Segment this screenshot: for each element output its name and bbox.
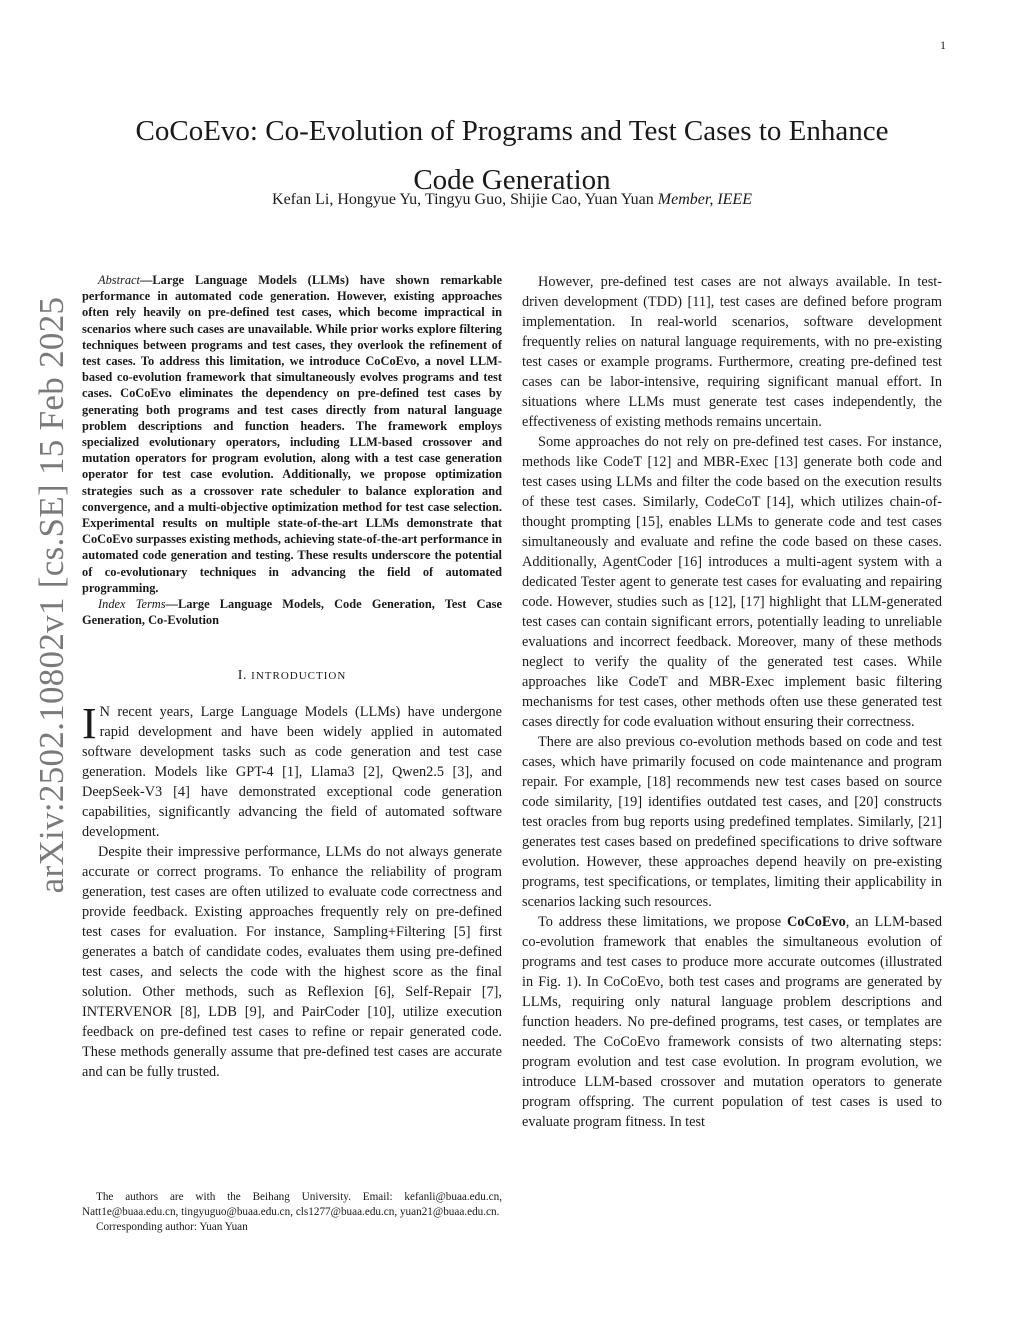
framework-name: CoCoEvo [786,914,846,930]
footnote-corresponding-author: Corresponding author: Yuan Yuan [96,1221,248,1233]
title-line-2: Code Generation [413,164,611,197]
left-column [82,272,502,1082]
intro-paragraph-2: Despite their impressive performance, LLMs do not always generate accurate or correct programs. To enhance the reliability of program generation, test cases are often utilized to evaluate code correctness and provide feedback. Existing approaches frequently rely on pre-defined test cases for evaluation. For instance, Sampling+Filtering [5] first generates a batch of candidate codes, evaluates them using pre-defined test cases, and selects the code with the highest score as the final solution. Other methods, such as Reflexion [6], Self-Repair [7], INTERVENOR [8], LDB [9], and PairCoder [10], utilize execution feedback on pre-defined test cases to refine or repair generated code. These methods generally assume that pre-defined test cases are accurate and can be fully trusted. [82,844,502,1081]
footnote [82,1190,502,1235]
right-paragraph-3: There are also previous co-evolution methods based on code and test cases, which have primarily focused on code maintenance and program repair. For example, [18] recommends new test cases based on source code similarity, [19] identifies outdated test cases, and [20] constructs test oracles from bug reports using predefined templates. Similarly, [21] generates test cases based on predefined specifications to drive software evolution. However, these approaches depend heavily on pre-existing programs, test specifications, or templates, limiting their applicability in scenarios lacking such resources. [522,734,942,910]
right-paragraph-1: However, pre-defined test cases are not always available. In test-driven development (TDD) [11], test cases are defined before program implementation. In real-world scenarios, software development frequently relies on natural language requirements, with no pre-existing test cases or example programs. Furthermore, creating pre-defined test cases can be labor-intensive, requiring significant manual effort. In situations where LLMs must generate test cases independently, the effectiveness of existing methods remains uncertain. [522,274,942,430]
author-list [100,189,924,211]
dropcap-letter: I [82,699,97,749]
section-heading-introduction [82,666,502,686]
author-membership: Member, IEEE [657,191,752,208]
section-title: INTRODUCTION [251,670,347,683]
right-paragraph-4 [522,912,942,1132]
arxiv-identifier[interactable]: arXiv:2502.10802v1 [cs.SE] 15 Feb 2025 [32,296,71,894]
right-column [522,272,942,1132]
section-number: I. [237,668,252,684]
right-paragraph-4-rest: , an LLM-based co-evolution framework that enables the simultaneous evolution of programs and test cases to produce more accurate outcomes (illustrated in Fig. 1). In CoCoEvo, both test cases and programs are generated by LLMs, requiring only natural language problem descriptions and function headers. No pre-defined programs, test cases, or templates are needed. The CoCoEvo framework consists of two alternating steps: program evolution and test case evolution. In program evolution, we introduce LLM-based crossover and mutation operators to generate program offspring. The current population of test cases is used to evaluate program fitness. In test [522,914,942,1130]
index-terms [82,596,502,628]
right-paragraph-4-start: To address these limitations, we propose [538,914,787,930]
right-paragraph-2: Some approaches do not rely on pre-defined test cases. For instance, methods like CodeT [12] and MBR-Exec [13] generate both code and test cases using LLMs and filter the code based on the execution results of these test cases. Similarly, CodeCoT [14], which utilizes chain-of-thought prompting [15], enables LLMs to generate code and test cases simultaneously and evaluate and refine the code based on these cases. Additionally, AgentCoder [16] introduces a multi-agent system with a dedicated Tester agent to generate test cases for evaluating and repairing code. However, studies such as [12], [17] highlight that LLM-generated test cases can contain significant errors, potentially leading to unreliable evaluations and incorrect feedback. Moreover, many of these methods neglect to verify the quality of the generated test cases. While approaches like CodeT and MBR-Exec implement basic filtering mechanisms for test cases, other methods often use these generated test cases directly for code evaluation without ensuring their correctness. [522,434,942,730]
page-number: 1 [940,38,946,52]
index-terms-label: Index Terms [98,597,166,612]
author-names: Kefan Li, Hongyue Yu, Tingyu Guo, Shijie Cao, Yuan Yuan [272,191,658,208]
footnote-affiliation: The authors are with the Beihang University. Email: kefanli@buaa.edu.cn, Natt1e@buaa.edu.cn, tingyuguo@buaa.edu.cn, cls1277@buaa.edu.cn, yuan21@buaa.edu.cn. [82,1191,502,1218]
intro-paragraph-1-text: N recent years, Large Language Models (LLMs) have undergone rapid development and have been widely applied in automated software development tasks such as code generation and test case generation. Models like GPT-4 [1], Llama3 [2], Qwen2.5 [3], and DeepSeek-V3 [4] have demonstrated exceptional code generation capabilities, significantly advancing the field of automated software development. [82,704,502,841]
abstract-label: Abstract [98,273,140,287]
title-line-1: CoCoEvo: Co-Evolution of Programs and Test Cases to Enhance [135,115,889,148]
index-terms-text: —Large Language Models, Code Generation, Test Case Generation, Co-Evolution [82,597,502,628]
abstract-text: —Large Language Models (LLMs) have shown remarkable performance in automated code generation. However, existing approaches often rely heavily on pre-defined test cases, which become impractical in scenarios where such cases are unavailable. While prior works explore filtering techniques between programs and test cases, they overlook the refinement of test cases. To address this limitation, we introduce CoCoEvo, a novel LLM-based co-evolution framework that simultaneously evolves programs and test cases. CoCoEvo eliminates the dependency on pre-defined test cases by generating both programs and test cases directly from natural language problem descriptions and function headers. The framework employs specialized evolutionary operators, including LLM-based crossover and mutation operators for program evolution, along with a test case generation operator for test case evolution. Additionally, we propose optimization strategies such as a crossover rate scheduler to balance exploration and convergence, and a multi-objective optimization method for test case selection. Experimental results on multiple state-of-the-art LLMs demonstrate that CoCoEvo surpasses existing methods, achieving state-of-the-art performance in automated code generation and testing. These results underscore the potential of co-evolutionary techniques in advancing the field of automated programming. [82,273,502,595]
abstract [82,272,502,596]
intro-paragraph-1 [82,699,502,842]
